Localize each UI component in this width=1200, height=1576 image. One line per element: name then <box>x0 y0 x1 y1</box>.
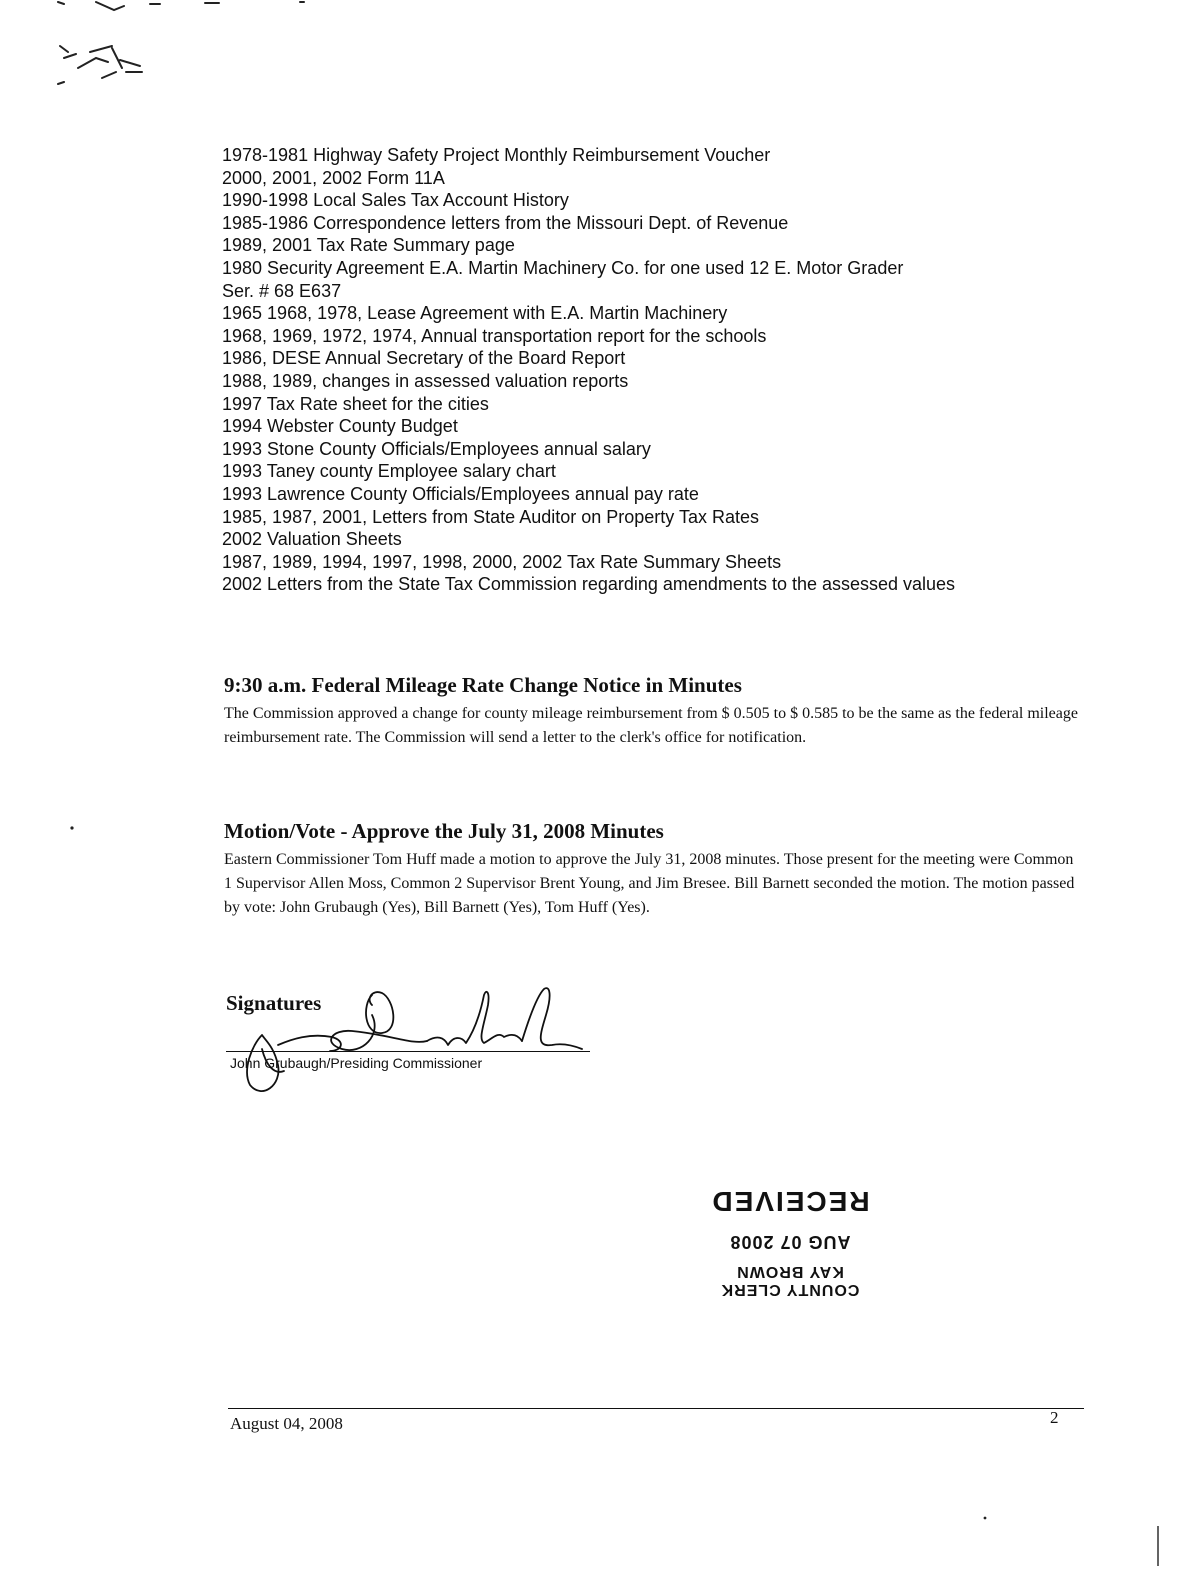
list-item: 1997 Tax Rate sheet for the cities <box>222 393 489 414</box>
list-item: 1978-1981 Highway Safety Project Monthly Reimbursement Voucher <box>222 145 771 165</box>
list-item: 1985-1986 Correspondence letters from the Missouri Dept. of Revenue <box>222 212 789 233</box>
stamp-date: AUG 07 2008 <box>729 1232 851 1252</box>
signatures-block <box>222 975 602 1105</box>
stamp-name-line: KAY BROWN <box>736 1263 844 1280</box>
list-item: 1994 Webster County Budget <box>222 416 458 437</box>
received-stamp <box>680 1128 900 1298</box>
handwritten-signature <box>222 975 602 1105</box>
footer-date: August 04, 2008 <box>230 1414 343 1433</box>
stamp-status: RECEIVED <box>710 1186 870 1217</box>
list-item: 2002 Letters from the State Tax Commission regarding amendments to the assessed values <box>222 574 956 595</box>
section-heading: Motion/Vote - Approve the July 31, 2008 Minutes <box>224 819 664 843</box>
list-item: 2000, 2001, 2002 Form 11A <box>222 167 445 188</box>
list-item: 1993 Lawrence County Officials/Employees annual pay rate <box>222 483 699 504</box>
list-item: 1989, 2001 Tax Rate Summary page <box>222 235 515 256</box>
list-item: 1986, DESE Annual Secretary of the Board Report <box>222 348 626 369</box>
signatures-heading: Signatures <box>226 991 322 1015</box>
list-item: 1968, 1969, 1972, 1974, Annual transportation report for the schools <box>222 325 767 346</box>
list-item: 1987, 1989, 1994, 1997, 1998, 2000, 2002 Tax Rate Summary Sheets <box>222 551 782 572</box>
footer-rule <box>228 1408 1084 1409</box>
list-item: 1993 Taney county Employee salary chart <box>222 461 556 482</box>
motion-vote-section <box>224 818 1084 920</box>
mileage-rate-section <box>224 672 1084 750</box>
list-item: 2002 Valuation Sheets <box>222 529 402 550</box>
section-body: Eastern Commissioner Tom Huff made a motion to approve the July 31, 2008 minutes. Those present for the meeting were Common 1 Supervisor Allen Moss, Common 2 Supervisor Brent Young, and Jim Bresee. Bill Barnett seconded the motion. The motion passed by vote: John Grubaugh (Yes), Bill Barnett (Yes), Tom Huff (Yes). <box>224 851 1075 916</box>
records-list <box>222 144 1122 596</box>
list-item: 1990-1998 Local Sales Tax Account History <box>222 190 569 211</box>
list-item: 1980 Security Agreement E.A. Martin Machinery Co. for one used 12 E. Motor Grader <box>222 257 904 278</box>
page-number: 2 <box>1050 1408 1059 1427</box>
stamp-clerk-line: COUNTY CLERK <box>720 1281 860 1298</box>
list-item: 1985, 1987, 2001, Letters from State Auditor on Property Tax Rates <box>222 506 759 527</box>
list-item: 1988, 1989, changes in assessed valuation reports <box>222 370 629 391</box>
list-item: Ser. # 68 E637 <box>222 280 342 301</box>
list-item: 1993 Stone County Officials/Employees annual salary <box>222 438 651 459</box>
section-heading: 9:30 a.m. Federal Mileage Rate Change Notice in Minutes <box>224 673 742 697</box>
section-body: The Commission approved a change for county mileage reimbursement from $ 0.505 to $ 0.585 to be the same as the federal mileage reimbursement rate. The Commission will send a letter to the clerk's office for notification. <box>224 705 1078 746</box>
list-item: 1965 1968, 1978, Lease Agreement with E.A. Martin Machinery <box>222 303 728 324</box>
signer-name: John Grubaugh/Presiding Commissioner <box>230 1055 483 1071</box>
